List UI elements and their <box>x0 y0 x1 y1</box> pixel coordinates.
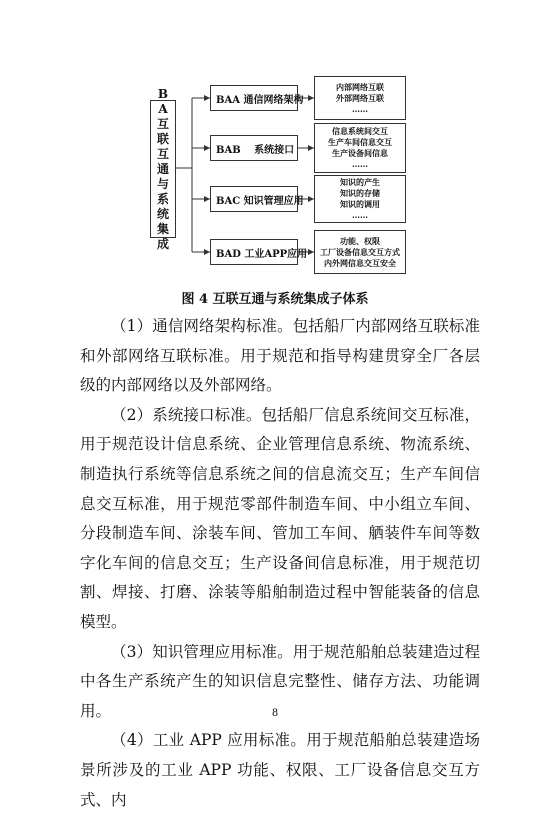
paragraph-network-architecture: （1）通信网络架构标准。包括船厂内部网络互联标准和外部网络互联标准。用于规范和指导构建贯穿全厂各层级的内部网络以及外部网络。 <box>80 317 480 395</box>
diagram-leaf-item: 信息系统间交互 <box>332 126 388 136</box>
diagram-leaf-item: 内外网信息交互安全 <box>324 257 396 268</box>
diagram-leaf-item: 知识的产生 <box>340 177 380 187</box>
diagram-leaf-bab <box>314 123 406 173</box>
diagram-node-bab <box>210 135 298 161</box>
diagram-leaf-item: 工厂设备信息交互方式 <box>320 246 400 257</box>
diagram-node-label: BAA 通信网络架构 <box>216 94 304 106</box>
diagram-node-baa <box>210 85 304 111</box>
body-text <box>80 312 480 815</box>
diagram-node-label: BAC 知识管理应用 <box>216 195 304 207</box>
page-number: 8 <box>271 708 279 719</box>
diagram-root-label: BA互联互通与系统集成 <box>156 86 169 251</box>
diagram-node-label: BAD 工业APP应用 <box>216 248 308 260</box>
paragraph-system-interface: （2）系统接口标准。包括船厂信息系统间交互标准，用于规范设计信息系统、企业管理信息系统、物流系统、制造执行系统等信息系统之间的信息流交互；生产车间信息交互标准，用于规范零部件制造车间、中小组立车间、分段制造车间、涂装车间、管加工车间、舾装件车间等数字化车间的信息交互；生产设备间信息标准，用于规范切割、焊接、打磨、涂装等船舶制造过程中智能装备的信息模型。 <box>80 405 480 631</box>
diagram-leaf-item: …… <box>352 103 368 114</box>
diagram-leaf-item: …… <box>352 210 368 220</box>
diagram-leaf-baa <box>314 76 406 120</box>
diagram-leaf-bad <box>314 230 406 274</box>
diagram-leaf-item: 生产设备间信息 <box>332 148 388 158</box>
paragraph-knowledge-management: （3）知识管理应用标准。用于规范船舶总装建造过程中各生产系统产生的知识信息完整性、储存方法、功能调用。 <box>80 642 480 720</box>
diagram-leaf-item: 功能、权限 <box>340 235 380 246</box>
paragraph-industrial-app: （4）工业 APP 应用标准。用于规范船舶总装建造场景所涉及的工业 APP 功能、权限、工厂设备信息交互方式、内 <box>80 731 480 809</box>
diagram-leaf-item: 知识的调用 <box>340 199 380 209</box>
diagram-leaf-item: …… <box>352 159 368 169</box>
diagram-node-bad <box>210 239 308 265</box>
diagram-leaf-item: 生产车间信息交互 <box>328 137 392 147</box>
diagram-node-bac <box>210 186 304 212</box>
diagram-leaf-item: 内部网络互联 <box>336 81 384 92</box>
figure-caption: 图 4 互联互通与系统集成子体系 <box>181 292 369 307</box>
diagram-leaf-item: 知识的存储 <box>340 188 380 198</box>
diagram-leaf-item: 外部网络互联 <box>336 92 384 103</box>
diagram-node-label: BAB 系统接口 <box>216 144 295 156</box>
diagram-root-node <box>150 86 176 251</box>
diagram-leaf-bac <box>314 175 406 223</box>
